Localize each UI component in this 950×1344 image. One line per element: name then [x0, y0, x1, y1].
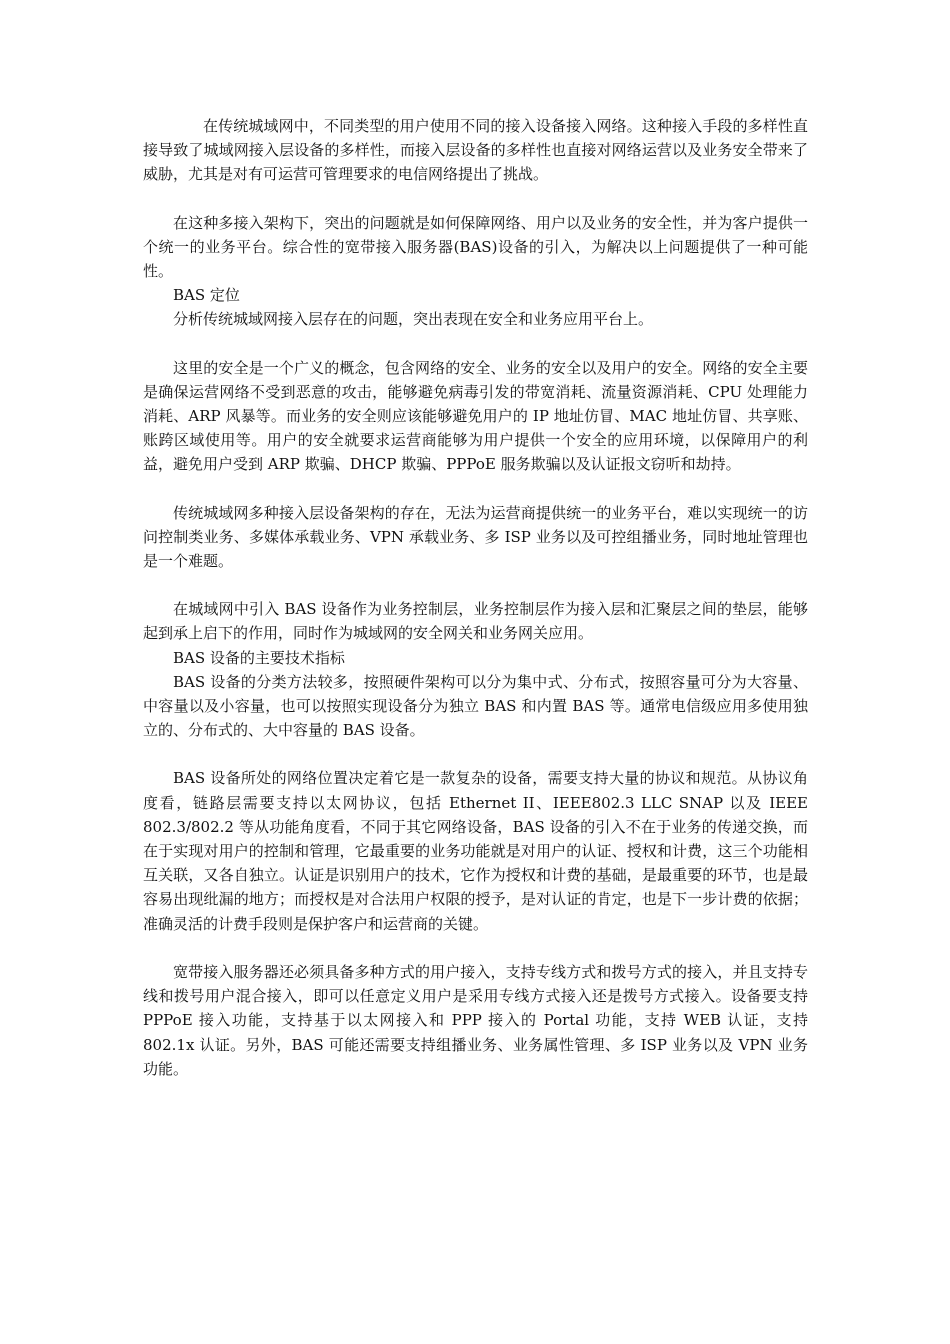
- paragraph-platform: 传统城域网多种接入层设备架构的存在，无法为运营商提供统一的业务平台，难以实现统一的访问控制类业务、多媒体承载业务、VPN 承载业务、多 ISP 业务以及可控组播业务，同时地址管理也是一个难题。: [143, 503, 808, 571]
- document-body: [143, 114, 808, 1081]
- paragraph-protocols: BAS 设备所处的网络位置决定着它是一款复杂的设备，需要支持大量的协议和规范。从协议角度看，链路层需要支持以太网协议，包括 Ethernet II、IEEE802.3 LLC SNAP 以及 IEEE 802.3/802.2 等从功能角度看，不同于其它网络设备，BAS 设备的引入不在于业务的传递交换，而在于实现对用户的控制和管理，它最重要的业务功能就是对用户的认证、授权和计费，这三个功能相互关联，又各自独立。认证是识别用户的技术，它作为授权和计费的基础，是最重要的环节，也是最容易出现纰漏的地方；而授权是对合法用户权限的授予，是对认证的肯定，也是下一步计费的依据；准确灵活的计费手段则是保护客户和运营商的关键。: [143, 769, 808, 933]
- paragraph-multi-access: 在这种多接入架构下，突出的问题就是如何保障网络、用户以及业务的安全性，并为客户提供一个统一的业务平台。综合性的宽带接入服务器(BAS)设备的引入，为解决以上问题提供了一种可能性。: [143, 213, 808, 281]
- paragraph-classification: BAS 设备的分类方法较多，按照硬件架构可以分为集中式、分布式，按照容量可分为大容量、中容量以及小容量，也可以按照实现设备分为独立 BAS 和内置 BAS 等。通常电信级应用多使用独立的、分布式的、大中容量的 BAS 设备。: [143, 672, 808, 740]
- paragraph-service-control: 在城域网中引入 BAS 设备作为业务控制层，业务控制层作为接入层和汇聚层之间的垫层，能够起到承上启下的作用，同时作为城域网的安全网关和业务网关应用。: [143, 600, 808, 643]
- paragraph-intro: 在传统城域网中，不同类型的用户使用不同的接入设备接入网络。这种接入手段的多样性直接导致了城域网接入层设备的多样性，而接入层设备的多样性也直接对网络运营以及业务安全带来了威胁，尤其是对有可运营可管理要求的电信网络提出了挑战。: [143, 117, 808, 184]
- section-heading-bas-positioning: BAS 定位: [173, 286, 240, 305]
- section-heading-technical-indicators: BAS 设备的主要技术指标: [173, 648, 345, 667]
- paragraph-analysis: 分析传统城域网接入层存在的问题，突出表现在安全和业务应用平台上。: [173, 310, 654, 329]
- paragraph-access-methods: 宽带接入服务器还必须具备多种方式的用户接入，支持专线方式和拨号方式的接入，并且支持专线和拨号用户混合接入，即可以任意定义用户是采用专线方式接入还是拨号方式接入。设备要支持 PPPoE 接入功能，支持基于以太网接入和 PPP 接入的 Portal 功能，支持 WEB 认证，支持 802.1x 认证。另外，BAS 可能还需要支持组播业务、业务属性管理、多 ISP 业务以及 VPN 业务功能。: [143, 962, 808, 1078]
- paragraph-security: 这里的安全是一个广义的概念，包含网络的安全、业务的安全以及用户的安全。网络的安全主要是确保运营网络不受到恶意的攻击，能够避免病毒引发的带宽消耗、流量资源消耗、CPU 处理能力消耗、ARP 风暴等。而业务的安全则应该能够避免用户的 IP 地址仿冒、MAC 地址仿冒、共享账、账跨区域使用等。用户的安全就要求运营商能够为用户提供一个安全的应用环境，以保障用户的利益，避免用户受到 ARP 欺骗、DHCP 欺骗、PPPoE 服务欺骗以及认证报文窃听和劫持。: [143, 358, 808, 474]
